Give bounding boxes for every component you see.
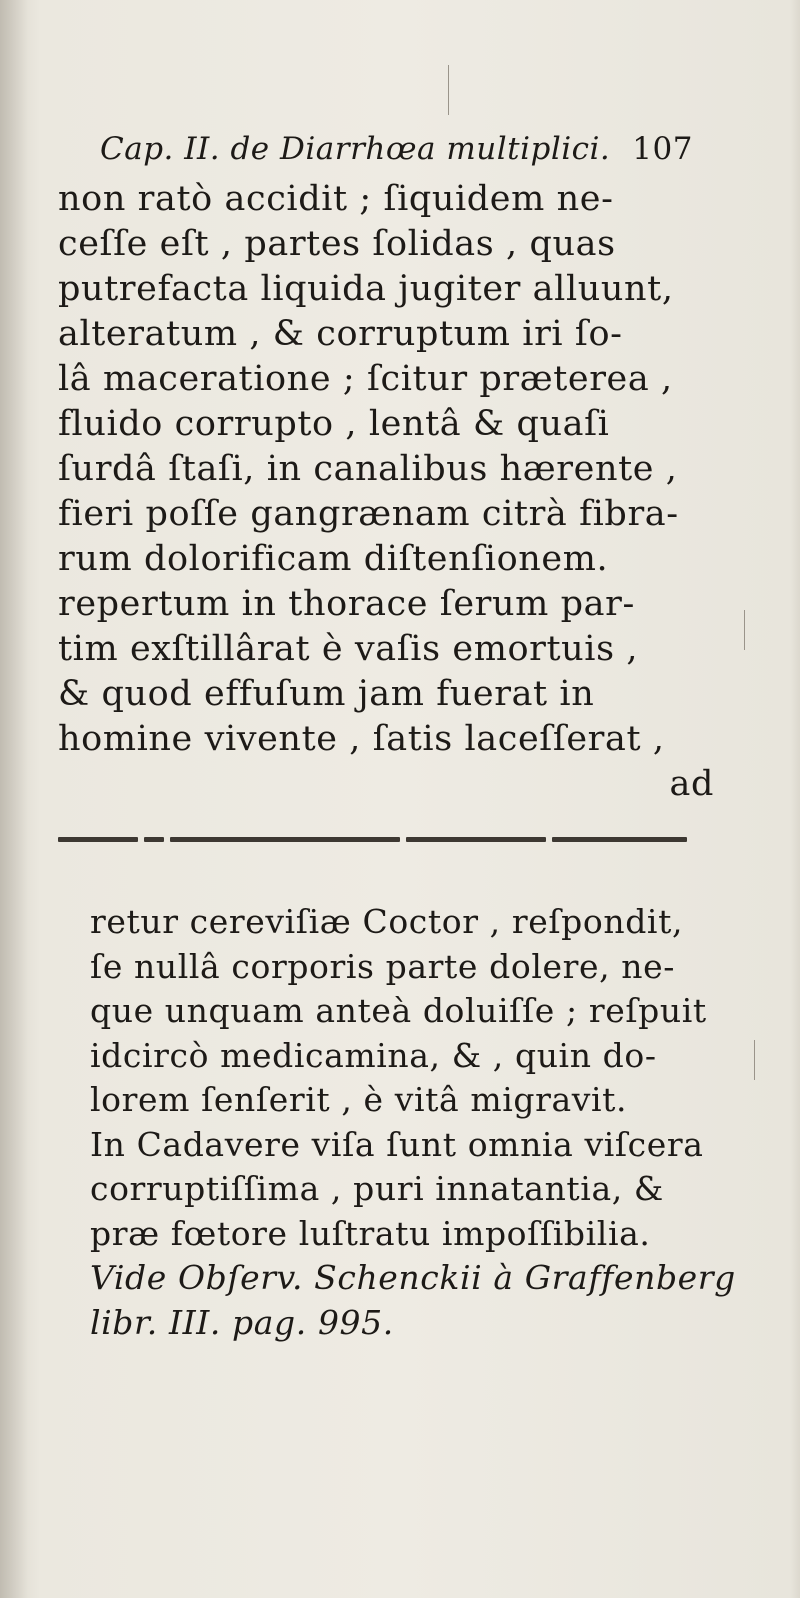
- text-line: alteratum , & corruptum iri ſo-: [58, 314, 623, 354]
- text-line: fieri poſſe gangrænam citrà fibra-: [58, 494, 679, 534]
- separator-rule: [58, 837, 696, 843]
- page-number: 107: [632, 131, 693, 167]
- text-line: In Cadavere viſa ſunt omnia viſcera: [90, 1124, 704, 1164]
- catchword: ad: [669, 764, 714, 804]
- text-line: tim exſtillârat è vaſis emortuis ,: [58, 629, 639, 669]
- text-line: Vide Obſerv. Schenckii à Graffenberg: [90, 1258, 736, 1297]
- paper-crease-mark: [448, 65, 449, 115]
- text-line: ceſſe eſt , partes ſolidas , quas: [58, 224, 616, 264]
- text-line: & quod effuſum jam fuerat in: [58, 674, 595, 714]
- text-line: libr. III. pag. 995.: [90, 1302, 394, 1342]
- text-line: repertum in thorace ſerum par-: [58, 584, 635, 624]
- text-line: fluido corrupto , lentâ & quaſi: [58, 404, 610, 444]
- text-line: corruptiſſima , puri innatantia, &: [90, 1169, 664, 1208]
- margin-pencil-mark: [744, 610, 745, 650]
- lower-text-block: [90, 900, 770, 1345]
- text-line: putrefacta liquida jugiter alluunt,: [58, 269, 674, 309]
- text-line: lorem ſenſerit , è vitâ migravit.: [90, 1080, 628, 1119]
- upper-text-block: [58, 177, 758, 807]
- margin-pencil-mark: [754, 1040, 755, 1080]
- text-line: ſurdâ ſtaſi, in canalibus hærente ,: [58, 449, 678, 489]
- text-line: retur cereviſiæ Coctor , reſpondit,: [90, 902, 684, 941]
- text-line: homine vivente , ſatis laceſſerat ,: [58, 719, 665, 759]
- running-header: [100, 131, 750, 167]
- text-line: ſe nullâ corporis parte dolere, ne-: [90, 946, 676, 986]
- text-line: præ fœtore luſtratu impoſſibilia.: [90, 1213, 651, 1253]
- text-line: non ratò accidit ; ſiquidem ne-: [58, 179, 614, 219]
- page-gutter-shadow: [0, 0, 28, 1598]
- running-title: Cap. II. de Diarrhœa multiplici.: [100, 131, 611, 167]
- text-line: rum dolorificam diſtenſionem.: [58, 539, 609, 579]
- text-line: lâ maceratione ; ſcitur præterea ,: [58, 359, 673, 399]
- text-line: que unquam anteà doluiſſe ; reſpuit: [90, 991, 707, 1030]
- text-line: idcircò medicamina, & , quin do-: [90, 1035, 657, 1075]
